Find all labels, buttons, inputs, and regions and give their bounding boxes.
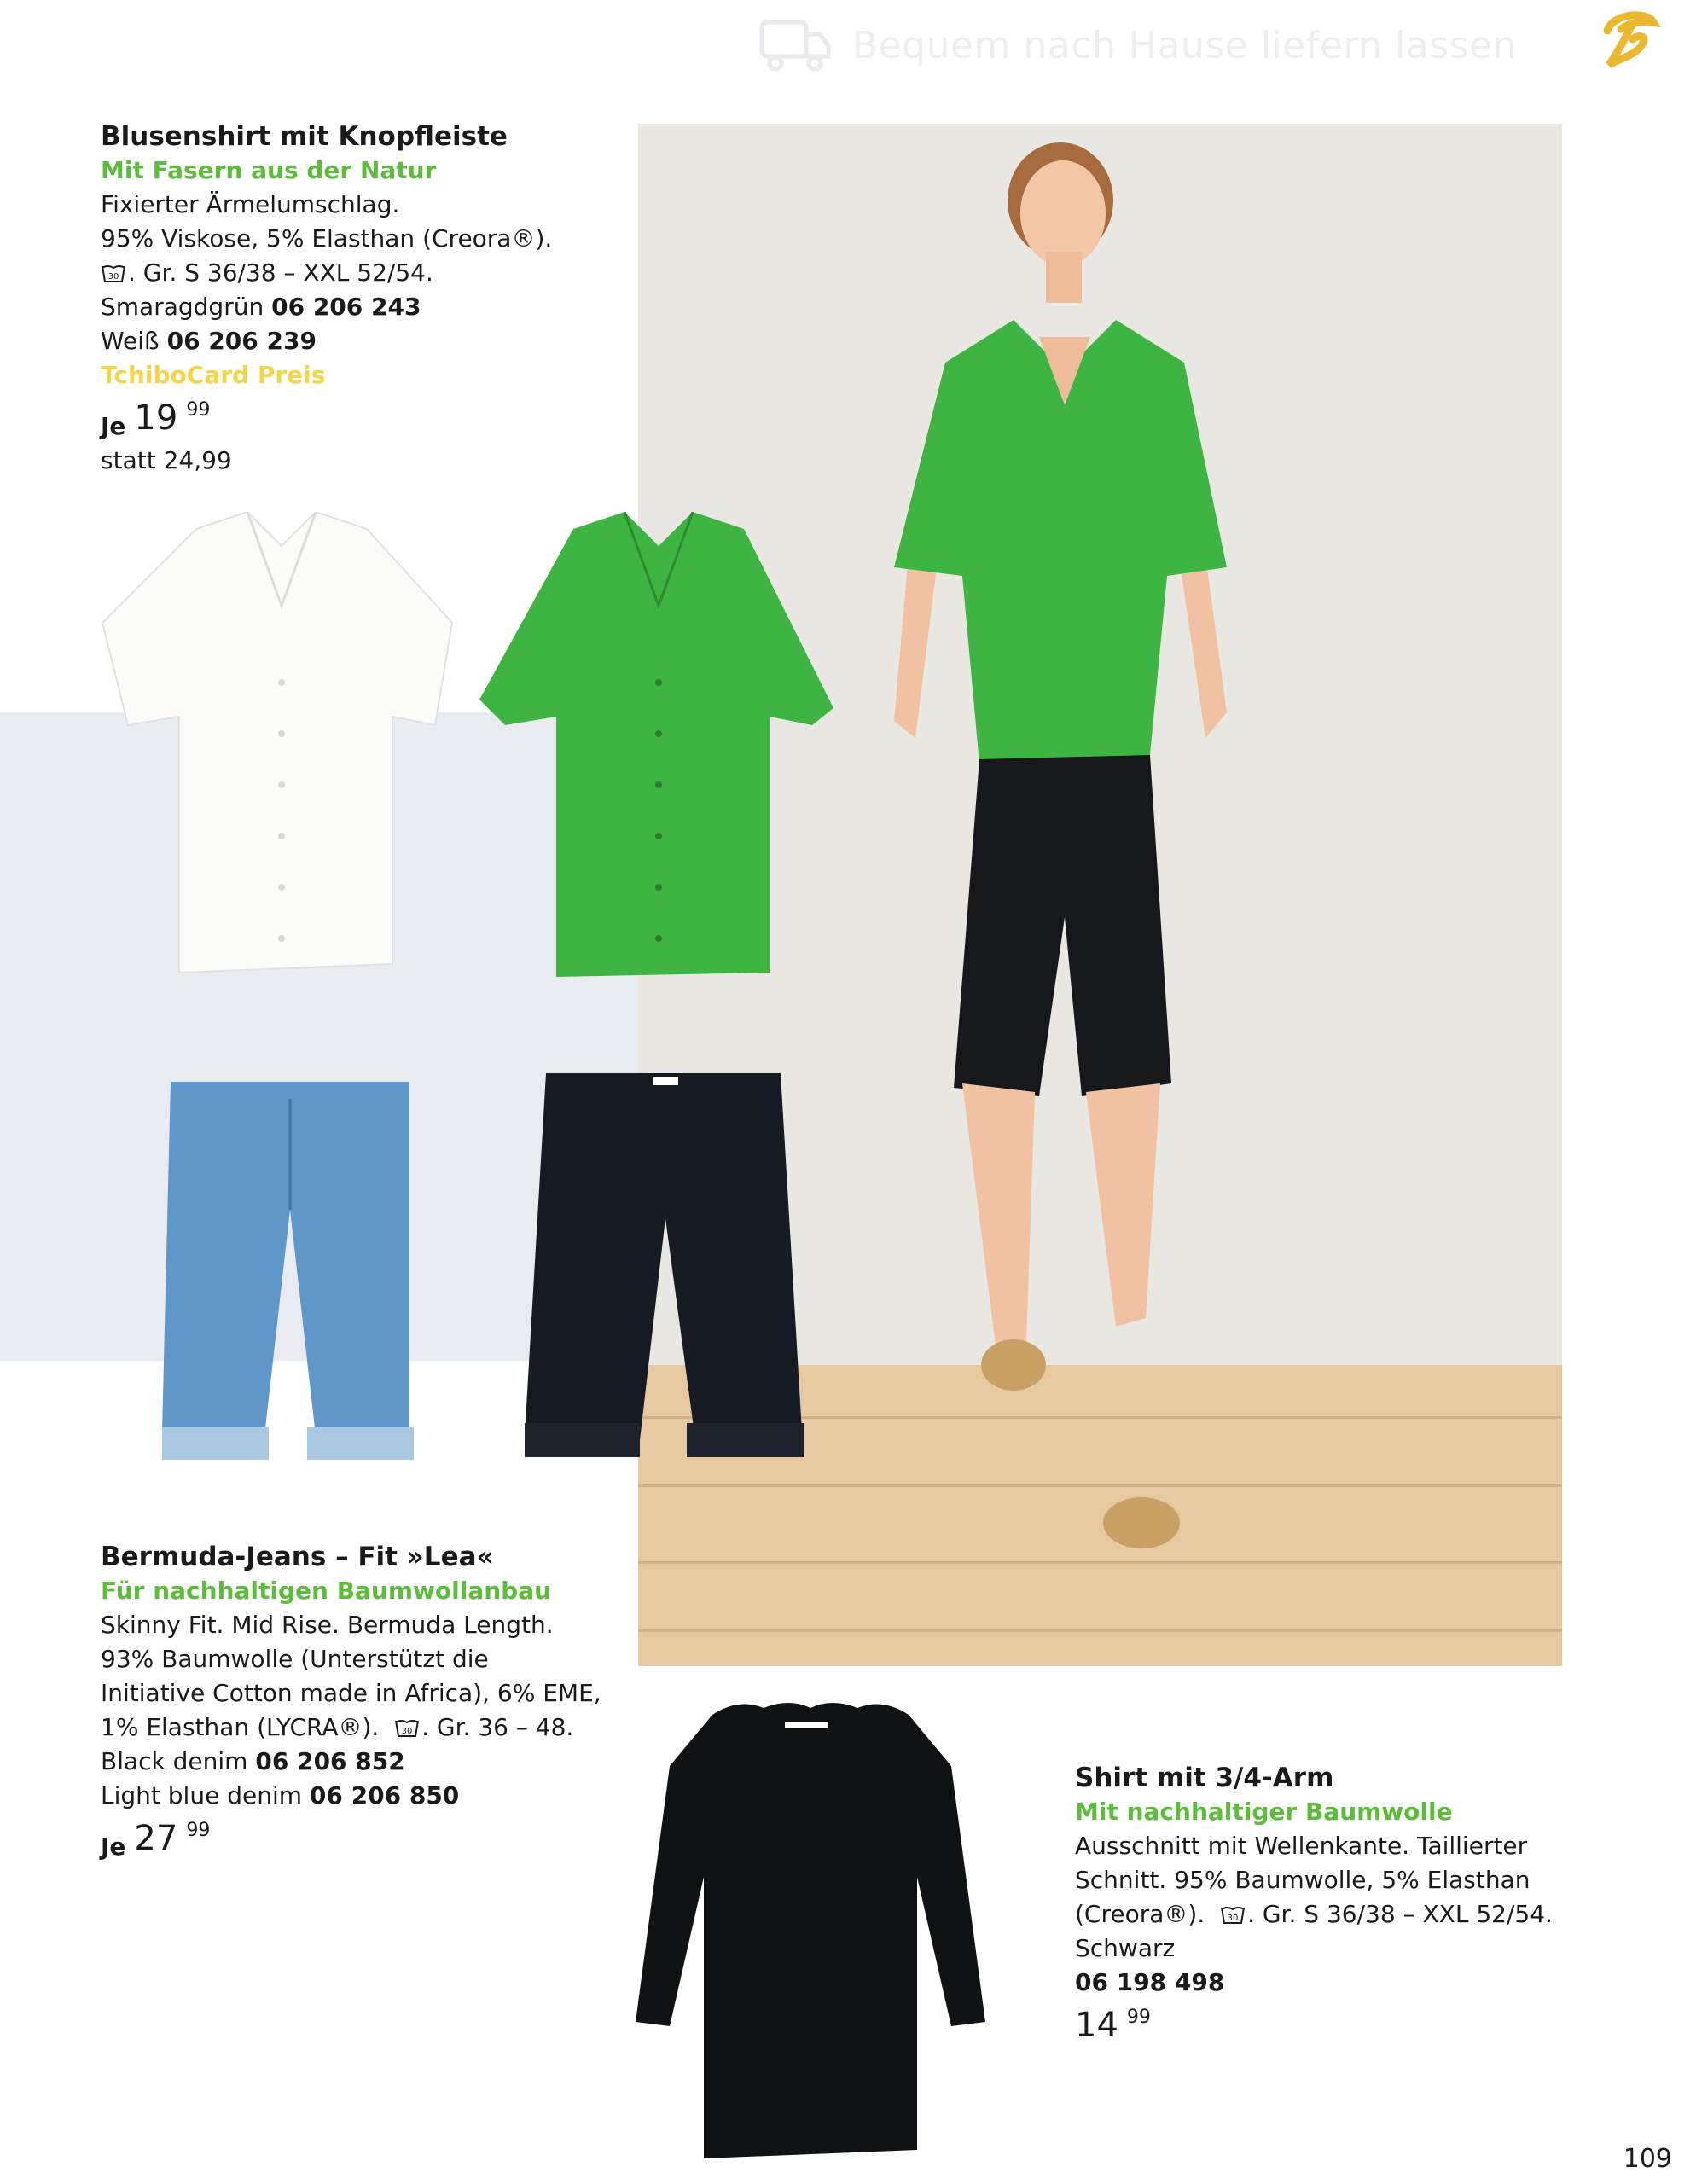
white-blouse-image[interactable] — [102, 512, 461, 973]
green-blouse-image[interactable] — [479, 512, 838, 977]
product-material: 93% Baumwolle (Unterstützt die — [101, 1645, 489, 1673]
product-material: Schnitt. 95% Baumwolle, 5% Elasthan — [1075, 1866, 1530, 1894]
wash-label: 30 — [1227, 1914, 1239, 1923]
wash-30-icon — [394, 1717, 420, 1740]
product-size: 1% Elasthan (LYCRA®). 30 . Gr. 36 – 48. — [101, 1713, 574, 1741]
product-size: 30 . Gr. S 36/38 – XXL 52/54. — [101, 256, 552, 290]
product-blusenshirt — [101, 119, 552, 478]
black-jeans-image[interactable] — [525, 1073, 806, 1470]
delivery-banner — [758, 17, 1517, 73]
article-number: 06 206 243 — [271, 293, 421, 321]
page-number: 109 — [1623, 2144, 1672, 2174]
color-variant-black: Black denim 06 206 852 — [101, 1747, 405, 1775]
delivery-text: Bequem nach Hause liefern lassen — [851, 23, 1517, 67]
product-title: Bermuda-Jeans – Fit »Lea« — [101, 1542, 494, 1572]
product-shirt-3-4-arm — [1075, 1761, 1553, 2044]
price: Je 19 99 — [101, 398, 211, 440]
product-tagline: Mit Fasern aus der Natur — [101, 156, 437, 184]
price: Je 27 99 — [101, 1819, 211, 1861]
product-description: Ausschnitt mit Wellenkante. Taillierter — [1075, 1832, 1528, 1860]
wash-30-icon — [1220, 1904, 1246, 1926]
product-tagline: Für nachhaltigen Baumwollanbau — [101, 1577, 552, 1605]
product-title: Shirt mit 3/4-Arm — [1075, 1763, 1334, 1793]
article-number: 06 206 852 — [255, 1747, 405, 1775]
product-tagline: Mit nachhaltiger Baumwolle — [1075, 1798, 1453, 1826]
product-title: Blusenshirt mit Knopfleiste — [101, 121, 508, 152]
color-variant-light-blue: Light blue denim 06 206 850 — [101, 1781, 460, 1809]
color-variant-white: Weiß 06 206 239 — [101, 327, 317, 355]
tchibo-logo-icon — [1595, 5, 1664, 73]
product-size: (Creora®). 30 . Gr. S 36/38 – XXL 52/54. — [1075, 1900, 1553, 1928]
color-name: Schwarz — [1075, 1934, 1176, 1962]
product-material: 95% Viskose, 5% Elasthan (Creora®). — [101, 224, 553, 253]
article-number: 06 198 498 — [1075, 1968, 1225, 1996]
wash-30-icon — [101, 263, 126, 285]
truck-icon — [758, 17, 832, 73]
price: 14 99 — [1075, 2006, 1151, 2045]
old-price: statt 24,99 — [101, 446, 232, 474]
tchibocard-label: TchiboCard Preis — [101, 361, 326, 389]
article-number: 06 206 850 — [309, 1781, 460, 1809]
product-bermuda-jeans — [101, 1540, 601, 1864]
product-material: Initiative Cotton made in Africa), 6% EME, — [101, 1679, 601, 1707]
black-shirt-image[interactable] — [636, 1698, 985, 2158]
wash-label: 30 — [401, 1727, 413, 1736]
wash-label: 30 — [107, 272, 119, 282]
product-description: Skinny Fit. Mid Rise. Bermuda Length. — [101, 1611, 554, 1639]
light-blue-jeans-image[interactable] — [162, 1082, 418, 1461]
product-description: Fixierter Ärmelumschlag. — [101, 190, 400, 218]
article-number: 06 206 239 — [166, 327, 317, 355]
color-variant-green: Smaragdgrün 06 206 243 — [101, 293, 421, 321]
